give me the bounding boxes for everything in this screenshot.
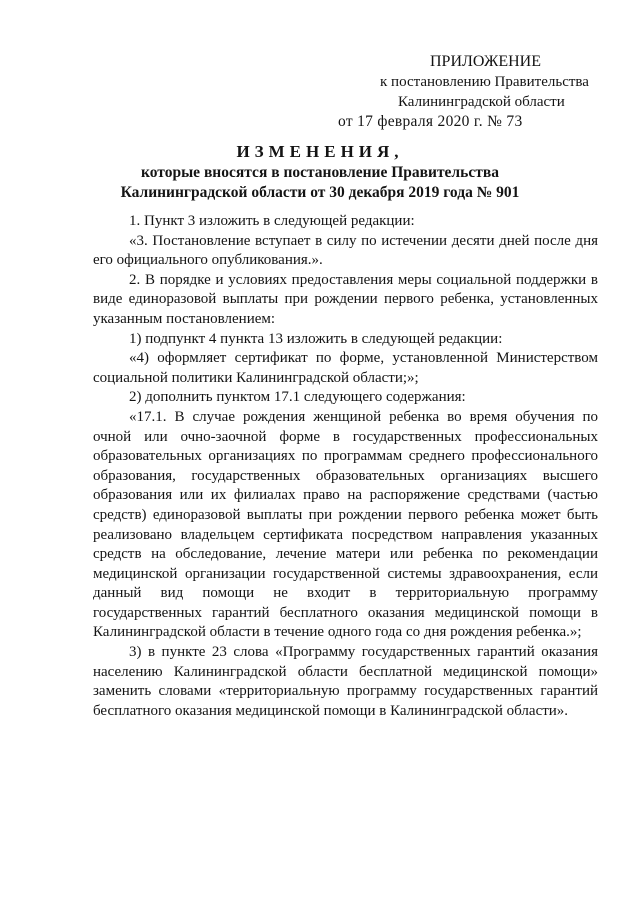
document-body bbox=[93, 212, 598, 721]
paragraph-8: 3) в пункте 23 слова «Программу государственных гарантий оказания населению Калининградской области бесплатной медицинской помощи» заменить словами «территориальную программу государственных гарантий бесплатного оказания медицинской помощи в Калининградской области». bbox=[93, 644, 598, 719]
title-subtitle-line2: Калининградской области от 30 декабря 2019 года № 901 bbox=[120, 184, 520, 201]
paragraph-2: «3. Постановление вступает в силу по истечении десяти дней после дня его официального опубликования.». bbox=[93, 232, 598, 269]
title-main: ИЗМЕНЕНИЯ, bbox=[236, 142, 404, 161]
paragraph-5: «4) оформляет сертификат по форме, установленной Министерством социальной политики Калининградской области;»; bbox=[93, 350, 598, 386]
document-title bbox=[80, 141, 560, 203]
title-subtitle-line1: которые вносятся в постановление Правительства bbox=[141, 164, 499, 181]
appendix-block bbox=[338, 52, 628, 132]
appendix-region: Калининградской области bbox=[398, 94, 565, 110]
paragraph-7: «17.1. В случае рождения женщиной ребенка во время обучения по очной или очно-заочной форме в государственных профессиональных образовательных организациях по программам среднего профессионального образования, государственных образовательных организациях высшего образования или их филиалах право на распоряжение средствами (частью средств) единоразовой выплаты при рождении первого ребенка может быть реализовано владельцем сертификата посредством направления указанных средств на обследование, лечение матери или ребенка по рекомендации медицинской организации государственной системы здравоохранения, если данный вид помощи не входит в территориальную программу государственных гарантий бесплатного оказания медицинской помощи в Калининградской области в течение одного года со дня рождения ребенка.»; bbox=[93, 408, 598, 641]
appendix-reference: к постановлению Правительства bbox=[380, 74, 589, 90]
paragraph-3: 2. В порядке и условиях предоставления меры социальной поддержки в виде единоразовой выплаты при рождении первого ребенка, установленных указанным постановлением: bbox=[93, 271, 598, 327]
appendix-heading: ПРИЛОЖЕНИЕ bbox=[430, 53, 542, 70]
paragraph-6: 2) дополнить пунктом 17.1 следующего содержания: bbox=[129, 389, 466, 406]
appendix-date-number bbox=[338, 112, 628, 132]
paragraph-1: 1. Пункт 3 изложить в следующей редакции: bbox=[129, 213, 415, 229]
appendix-date-text: от 17 февраля 2020 г. № 73 bbox=[338, 113, 523, 130]
paragraph-4: 1) подпункт 4 пункта 13 изложить в следующей редакции: bbox=[129, 330, 503, 347]
